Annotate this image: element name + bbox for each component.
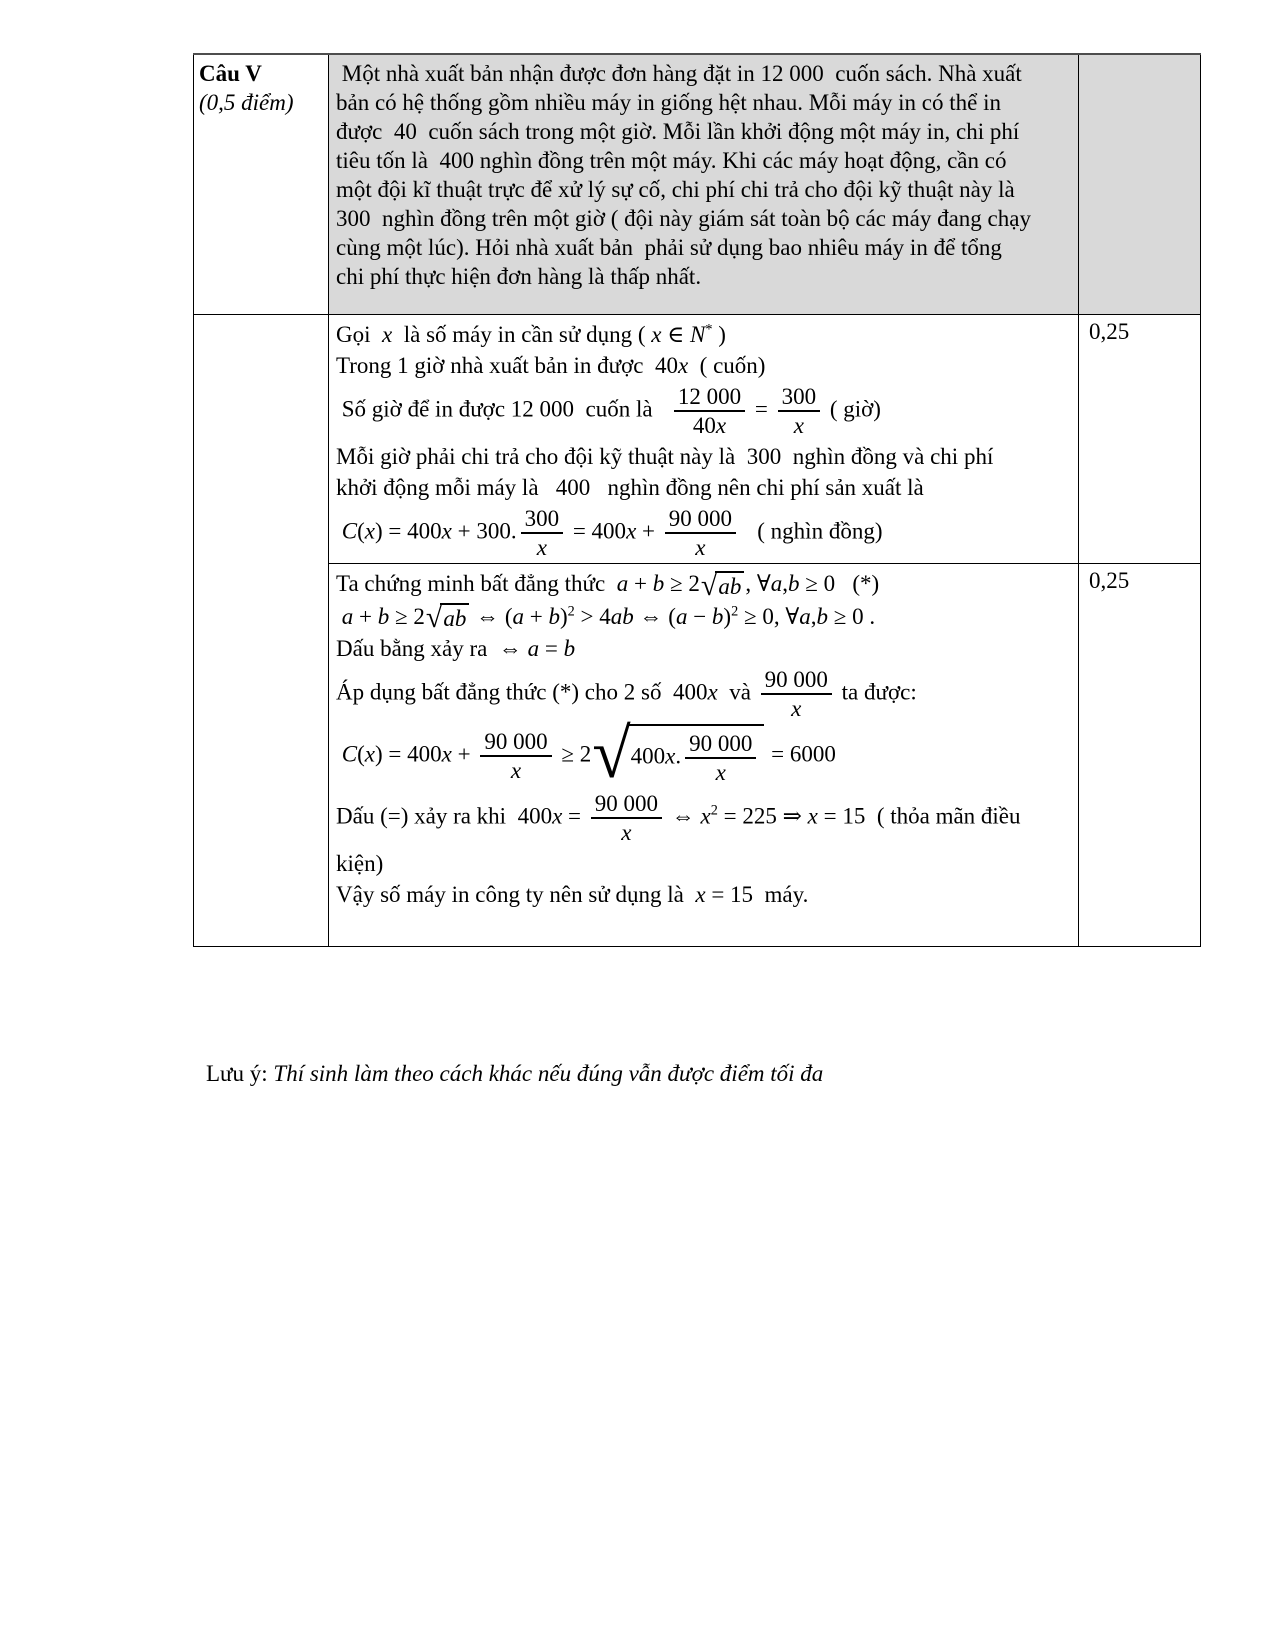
question-id-cell bbox=[194, 54, 329, 315]
math-line: C(x) = 400x + 300. $\frac{300}{x}$ = 400x + $\frac{90 000}{x}$ ( nghìn đồng) bbox=[341, 506, 883, 560]
math-line: Vậy số máy in công ty nên sử dụng là x = 15 máy. bbox=[336, 882, 809, 908]
solution-row-2 bbox=[194, 564, 1201, 947]
footnote-label: Lưu ý: bbox=[206, 1061, 274, 1086]
fraction: $\frac{300}{x}$ bbox=[778, 383, 821, 439]
math-line: khởi động mỗi máy là 400 nghìn đồng nên chi phí sản xuất là bbox=[336, 475, 924, 500]
fraction: $\frac{12 000}{40x}$ bbox=[674, 383, 745, 439]
text-line: Một nhà xuất bản nhận được đơn hàng đặt in 12 000 cuốn sách. Nhà xuất bbox=[336, 61, 1022, 86]
text-line: tiêu tốn là 400 nghìn đồng trên một máy. Khi các máy hoạt động, cần có bbox=[336, 148, 1007, 173]
fraction: $\frac{90 000}{x}$ bbox=[591, 790, 662, 846]
math-line: Gọi x là số máy in cần sử dụng ( x ∈ N* ) bbox=[336, 321, 726, 347]
fraction: $\frac{90 000}{x}$ bbox=[665, 505, 736, 561]
text-line: một đội kĩ thuật trực để xử lý sự cố, chi phí chi trả cho đội kỹ thuật này là bbox=[336, 177, 1015, 202]
problem-text bbox=[336, 59, 1071, 291]
text-line: 300 nghìn đồng trên một giờ ( đội này giám sát toàn bộ các máy đang chạy bbox=[336, 206, 1031, 231]
question-id: Câu V bbox=[199, 61, 262, 86]
math-line: Mỗi giờ phải chi trả cho đội kỹ thuật này là 300 nghìn đồng và chi phí bbox=[336, 444, 994, 469]
score-cell-2 bbox=[1079, 564, 1201, 947]
math-line: Áp dụng bất đẳng thức (*) cho 2 số 400x và $\frac{90 000}{x}$ ta được: bbox=[336, 667, 917, 722]
question-points: (0,5 điểm) bbox=[199, 90, 294, 115]
math-line: a + b ≥ 2 √ ab ⇔ $(a + b)^2 > 4ab$ ⇔ $(a - b)^2 \ge 0$, ∀a,b ≥ 0 . bbox=[341, 601, 876, 635]
square-root: √ 400x. $\frac{90 000}{x}$ bbox=[592, 724, 764, 788]
text-line: được 40 cuốn sách trong một giờ. Mỗi lần khởi động một máy in, chi phí bbox=[336, 119, 1020, 144]
text-line: chi phí thực hiện đơn hàng là thấp nhất. bbox=[336, 264, 702, 289]
solution-2-text bbox=[336, 568, 1071, 910]
math-line: Số giờ để in được 12 000 cuốn là $\frac{12 000}{40x}$ = $\frac{300}{x}$ ( giờ) bbox=[336, 384, 881, 438]
fraction: $\frac{300}{x}$ bbox=[521, 505, 564, 561]
merged-empty-id-cell bbox=[194, 315, 329, 947]
solution-1-text bbox=[336, 319, 1071, 563]
solution-row-1 bbox=[194, 315, 1201, 564]
text-line: bản có hệ thống gồm nhiều máy in giống hệt nhau. Mỗi máy in có thể in bbox=[336, 90, 1001, 115]
score-value-2: 0,25 bbox=[1089, 568, 1130, 593]
square-root: √ ab bbox=[701, 571, 744, 601]
problem-row bbox=[194, 54, 1201, 315]
fraction: $\frac{90 000}{x}$ bbox=[761, 666, 832, 722]
fraction: $\frac{90 000}{x}$ bbox=[480, 728, 551, 784]
math-line: Dấu bằng xảy ra ⇔ a = b bbox=[336, 636, 576, 662]
math-line: C(x) = 400x + $\frac{90 000}{x}$ ≥ 2 √ 400x. $\frac{90 000}{x}$ = 6000 bbox=[341, 716, 836, 794]
math-line: Ta chứng minh bất đẳng thức a + b ≥ 2 √ ab , ∀a,b ≥ 0 (*) bbox=[336, 568, 880, 602]
math-line: Trong 1 giờ nhà xuất bản in được 40x ( cuốn) bbox=[336, 353, 766, 378]
text-line: cùng một lúc). Hỏi nhà xuất bản phải sử dụng bao nhiêu máy in để tổng bbox=[336, 235, 1002, 260]
math-line: kiện) bbox=[336, 851, 384, 877]
problem-score-cell bbox=[1079, 54, 1201, 315]
fraction: $\frac{90 000}{x}$ bbox=[685, 730, 756, 786]
footnote-text: Thí sinh làm theo cách khác nếu đúng vẫn được điểm tối đa bbox=[273, 1061, 824, 1086]
answer-table bbox=[193, 53, 1201, 947]
math-line: Dấu (=) xảy ra khi 400x = $\frac{90 000}{x}$ ⇔ $x^2 = 225$ ⇒ x = 15 ( thỏa mãn điều bbox=[336, 791, 1021, 846]
solution-cell-1 bbox=[329, 315, 1079, 564]
score-value-1: 0,25 bbox=[1089, 319, 1130, 344]
footnote bbox=[183, 1029, 823, 1119]
square-root: √ ab bbox=[426, 603, 469, 633]
score-cell-1 bbox=[1079, 315, 1201, 564]
solution-cell-2 bbox=[329, 564, 1079, 947]
problem-cell bbox=[329, 54, 1079, 315]
